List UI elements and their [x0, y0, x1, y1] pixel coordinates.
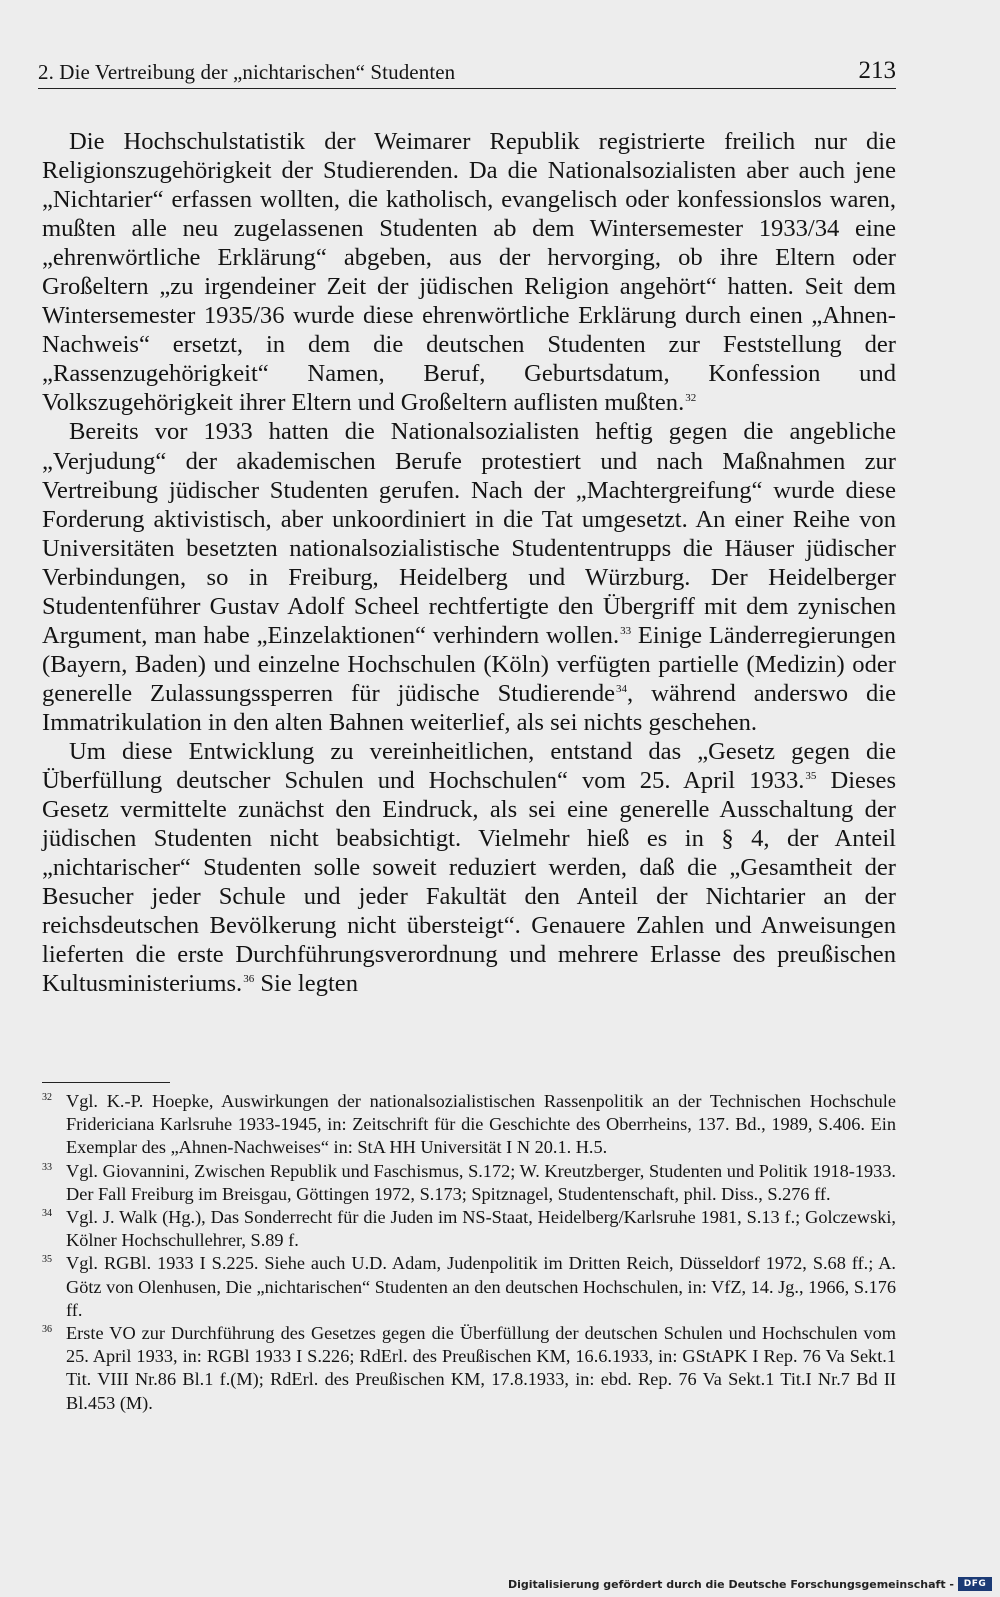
footnote-number: 33: [42, 1161, 52, 1173]
footnote-text: Erste VO zur Durchführung des Gesetzes gegen die Überfüllung der deutschen Schulen und Hochschulen vom 25. April 1933, in: RGBl 1933 I S.226; RdErl. des Preußischen KM, 16.6.1933, in: GStAPK I Rep. 76 Va Sekt.1 Tit. VIII Nr.86 Bl.1 f.(M); RdErl. des Preußischen KM, 17.8.1933, in: ebd. Rep. 76 Va Sekt.1 Tit.I Nr.7 Bd II Bl.453 (M).: [66, 1323, 896, 1413]
footnote-text: Vgl. K.-P. Hoepke, Auswirkungen der nationalsozialistischen Rassenpolitik an der Technischen Hochschule Fridericiana Karlsruhe 1933-1945, in: Zeitschrift für die Geschichte des Oberrheins, 137. Bd., 1989, S.406. Ein Exemplar des „Ahnen-Nachweises“ in: StA HH Universität I N 20.1. H.5.: [66, 1091, 896, 1158]
footnotes: [42, 1090, 896, 1415]
paragraph-text: Um diese Entwicklung zu vereinheitlichen, entstand das „Gesetz gegen die Überfüllung deutscher Schulen und Hochschulen“ vom 25. April 1933.: [42, 737, 896, 795]
paragraph-3: [42, 737, 896, 998]
footnote-number: 35: [42, 1254, 52, 1266]
page-number: 213: [858, 57, 896, 84]
footnote-ref: 35: [805, 770, 817, 783]
paragraph-text: Sie legten: [254, 970, 359, 998]
footnote-ref: 36: [243, 973, 255, 986]
credit-text: Digitalisierung gefördert durch die Deutsche Forschungsgemeinschaft -: [507, 1577, 954, 1591]
footnote: [42, 1322, 896, 1415]
footnote-number: 34: [42, 1208, 52, 1220]
paragraph-text: Die Hochschulstatistik der Weimarer Republik registrierte freilich nur die Religionszugehörigkeit der Studierenden. Da die Nationalsozialisten aber auch jene „Nichtarier“ erfassen wollten, die katholisch, evangelisch oder konfessionslos waren, mußten alle neu zugelassenen Studenten ab dem Wintersemester 1933/34 eine „ehrenwörtliche Erklärung“ abgeben, aus der hervorging, ob ihre Eltern oder Großeltern „zu irgendeiner Zeit der jüdischen Religion angehört“ hatten. Seit dem Wintersemester 1935/36 wurde diese ehrenwörtliche Erklärung durch einen „Ahnen-Nachweis“ ersetzt, in dem die deutschen Studenten zur Feststellung der „Rassenzugehörigkeit“ Namen, Beruf, Geburtsdatum, Konfession und Volkszugehörigkeit ihrer Eltern und Großeltern auflisten mußten.: [42, 128, 896, 417]
footnote: [42, 1160, 896, 1206]
footnote-number: 36: [42, 1324, 52, 1336]
footnote-text: Vgl. J. Walk (Hg.), Das Sonderrecht für die Juden im NS-Staat, Heidelberg/Karlsruhe 1981, S.13 f.; Golczewski, Kölner Hochschullehrer, S.89 f.: [66, 1207, 896, 1251]
paragraph-text: Einige Länderregierungen (Bayern, Baden) und einzelne Hochschulen (Köln) verfügten partielle (Medizin) oder generelle Zulassungssperren für jüdische Studierende: [42, 621, 896, 707]
digitization-credit: [508, 1575, 992, 1593]
dfg-logo-icon: DFG: [958, 1577, 992, 1591]
footnote-ref: 32: [685, 392, 697, 405]
running-head: [38, 58, 896, 89]
main-text: [42, 127, 896, 998]
footnote-ref: 33: [620, 624, 632, 637]
paragraph-text: Bereits vor 1933 hatten die Nationalsozialisten heftig gegen die angebliche „Verjudung“ der akademischen Berufe protestiert und nach Maßnahmen zur Vertreibung jüdischer Studenten gerufen. Nach der „Machtergreifung“ wurde diese Forderung aktivistisch, aber unkoordiniert in die Tat umgesetzt. An einer Reihe von Universitäten besetzten nationalsozialistische Studententrupps die Häuser jüdischer Verbindungen, so in Freiburg, Heidelberg und Würzburg. Der Heidelberger Studentenführer Gustav Adolf Scheel rechtfertigte den Übergriff mit dem zynischen Argument, man habe „Einzelaktionen“ verhindern wollen.: [42, 418, 896, 649]
footnote-ref: 34: [616, 682, 628, 695]
footnote: [42, 1252, 896, 1322]
paragraph-1: [42, 127, 896, 417]
chapter-title: 2. Die Vertreibung der „nichtarischen“ Studenten: [38, 60, 456, 84]
paragraph-2: [42, 417, 896, 737]
paragraph-text: Dieses Gesetz vermittelte zunächst den Eindruck, als sei eine generelle Ausschaltung der jüdischen Studenten nicht beabsichtigt. Vielmehr hieß es in § 4, der Anteil „nichtarischer“ Studenten solle soweit reduziert werden, daß die „Gesamtheit der Besucher jeder Schule und jeder Fakultät den Anteil der Nichtarier an der reichsdeutschen Bevölkerung nicht übersteigt“. Genauere Zahlen und Anweisungen lieferten die erste Durchführungsverordnung und mehrere Erlasse des preußischen Kultusministeriums.: [42, 767, 897, 998]
footnote-text: Vgl. RGBl. 1933 I S.225. Siehe auch U.D. Adam, Judenpolitik im Dritten Reich, Düsseldorf 1972, S.68 ff.; A. Götz von Olenhusen, Die „nichtarischen“ Studenten an den deutschen Hochschulen, in: VfZ, 14. Jg., 1966, S.176 ff.: [66, 1253, 896, 1320]
footnote-text: Vgl. Giovannini, Zwischen Republik und Faschismus, S.172; W. Kreutzberger, Studenten und Politik 1918-1933. Der Fall Freiburg im Breisgau, Göttingen 1972, S.173; Spitznagel, Studentenschaft, phil. Diss., S.276 ff.: [66, 1160, 896, 1204]
footnote: [42, 1206, 896, 1252]
footnote: [42, 1090, 896, 1160]
footnote-divider: [42, 1082, 170, 1083]
paragraph-text: , während anderswo die Immatrikulation in den alten Bahnen weiterlief, als sei nichts geschehen.: [42, 679, 896, 736]
footnote-number: 32: [42, 1092, 52, 1103]
